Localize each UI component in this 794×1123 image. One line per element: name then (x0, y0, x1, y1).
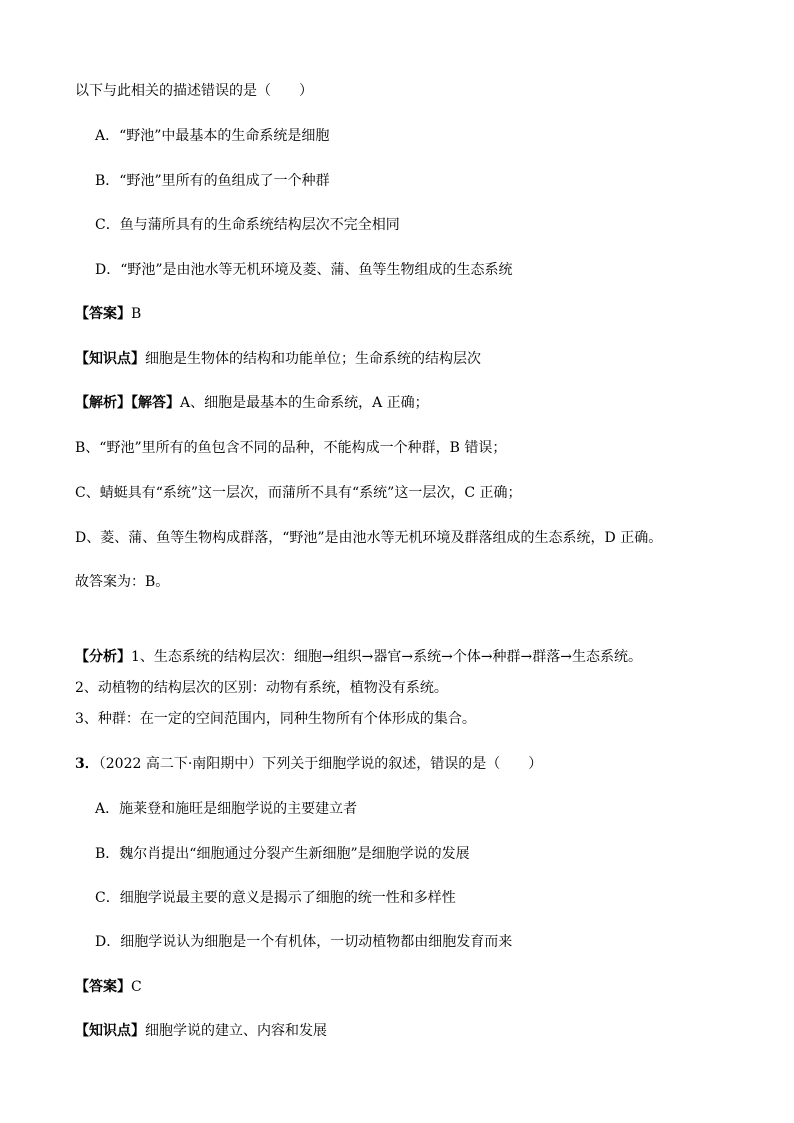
answer-value: B (131, 306, 142, 322)
option-c: C．鱼与蒲所具有的生命系统结构层次不完全相同 (95, 217, 400, 233)
knowledge-tag: 【知识点】 (75, 351, 145, 367)
analysis-text: A、细胞是最基本的生命系统，A 正确； (180, 395, 429, 411)
analysis-line-3: C、蜻蜓具有“系统”这一层次，而蒲所不具有“系统”这一层次，C 正确； (75, 485, 522, 501)
option-d: D．细胞学说认为细胞是一个有机体，一切动植物都由细胞发育而来 (95, 934, 513, 950)
answer-line (75, 305, 141, 323)
fenxi-line-1 (75, 648, 642, 666)
analysis-line-4: D、菱、蒲、鱼等生物构成群落，“野池”是由池水等无机环境及群落组成的生态系统，D 正确。 (75, 530, 663, 546)
answer-line (75, 978, 142, 996)
option-b: B．“野池”里所有的鱼组成了一个种群 (95, 173, 330, 189)
knowledge-text: 细胞是生物体的结构和功能单位；生命系统的结构层次 (145, 351, 481, 367)
answer-value: C (131, 979, 142, 995)
question-number: 3． (75, 756, 99, 772)
knowledge-line (75, 1022, 327, 1040)
option-a: A．施莱登和施旺是细胞学说的主要建立者 (95, 801, 358, 817)
answer-tag: 【答案】 (75, 306, 131, 322)
knowledge-line (75, 350, 481, 368)
question-text: 下列关于细胞学说的叙述，错误的是（ ） (262, 756, 543, 772)
option-c: C．细胞学说最主要的意义是揭示了细胞的统一性和多样性 (95, 890, 456, 906)
question-source: （2022 高二下·南阳期中） (98, 756, 263, 772)
analysis-line-1 (75, 394, 429, 412)
option-d: D．“野池”是由池水等无机环境及菱、蒲、鱼等生物组成的生态系统 (95, 262, 513, 278)
fenxi-tag: 【分析】 (75, 649, 131, 665)
answer-tag: 【答案】 (75, 979, 131, 995)
knowledge-text: 细胞学说的建立、内容和发展 (145, 1023, 327, 1039)
analysis-conclusion: 故答案为：B。 (75, 574, 170, 590)
analysis-line-2: B、“野池”里所有的鱼包含不同的品种，不能构成一个种群，B 错误； (75, 440, 507, 456)
analysis-tag: 【解析】【解答】 (75, 395, 180, 411)
question-stem: 以下与此相关的描述错误的是（ ） (75, 83, 313, 99)
knowledge-tag: 【知识点】 (75, 1023, 145, 1039)
option-b: B．魏尔肖提出“细胞通过分裂产生新细胞”是细胞学说的发展 (95, 846, 470, 862)
fenxi-line-2: 2、动植物的结构层次的区别：动物有系统，植物没有系统。 (75, 680, 448, 696)
fenxi-text: 1、生态系统的结构层次：细胞→组织→器官→系统→个体→种群→群落→生态系统。 (131, 649, 643, 665)
question-3-stem (75, 755, 542, 773)
option-a: A．“野池”中最基本的生命系统是细胞 (95, 128, 330, 144)
fenxi-line-3: 3、种群：在一定的空间范围内，同种生物所有个体形成的集合。 (75, 711, 476, 727)
